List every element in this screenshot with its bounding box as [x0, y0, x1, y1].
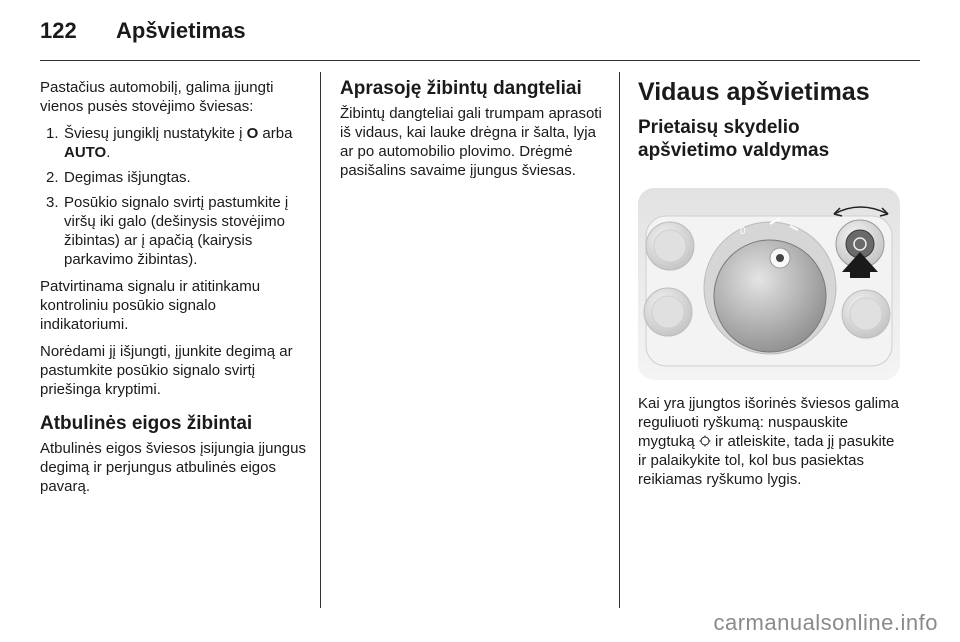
dashboard-lighting-heading: Prietaisų skydelio apšvietimo valdymas: [638, 117, 830, 161]
reverse-lights-paragraph: Atbulinės eigos šviesos įsijungia įjungus degimą ir perjungus atbulinės eigos pavarą.: [40, 440, 306, 495]
list-item: 2. Degimas išjungtas.: [46, 169, 191, 186]
interior-lighting-heading: Vidaus apšvietimas: [638, 78, 870, 106]
reverse-lights-heading: Atbulinės eigos žibintai: [40, 413, 253, 434]
confirmation-paragraph: Patvirtinama signalu ir atitinkamu kontroliniu posūkio signalo indikatoriumi.: [40, 278, 261, 333]
page-title: Apšvietimas: [116, 18, 246, 43]
light-switch-panel-illustration: [638, 186, 900, 382]
steps-list: [40, 124, 308, 269]
column-divider-2: [619, 72, 620, 608]
header-rule: [40, 60, 920, 61]
light-switch-panel-svg: [638, 186, 900, 382]
list-item: 3. Posūkio signalo svirtį pastumkite į viršų iki galo (dešinysis stovėjimo žibintas) ar į apačią (kairysis parkavimo žibintas).: [46, 194, 289, 268]
watermark: carmanualsonline.info: [713, 610, 938, 635]
brightness-dial-icon: [699, 435, 711, 447]
column-2: [340, 78, 608, 188]
fogged-covers-heading: Aprasoję žibintų dangteliai: [340, 78, 582, 99]
switch-off-paragraph: Norėdami jį išjungti, įjunkite degimą ar pastumkite posūkio signalo svirtį priešinga kryptimi.: [40, 343, 293, 398]
column-divider-1: [320, 72, 321, 608]
rear-fog-icon: [652, 296, 684, 328]
sun-icon: [776, 254, 784, 262]
intro-paragraph: Pastačius automobilį, galima įjungti vienos pusės stovėjimo šviesas:: [40, 79, 274, 115]
column-3: [638, 78, 904, 497]
column-1: [40, 78, 308, 504]
list-item: 1. Šviesų jungiklį nustatykite į O arba AUTO.: [46, 125, 293, 161]
headlight-range-icon: [850, 298, 882, 330]
brightness-paragraph: Kai yra įjungtos išorinės šviesos galima reguliuoti ryškumą: nuspauskite mygtuką ir atleiskite, tada jį pasukite ir palaikykite tol, kol bus pasiektas reikiamas ryškumo lygis.: [638, 395, 899, 488]
fogged-covers-paragraph: Žibintų dangteliai gali trumpam aprasoti iš vidaus, kai lauke drėgna ir šalta, lyja ar po automobilio plovimo. Drėgmė pasišalins savaime įjungus šviesas.: [340, 105, 602, 179]
front-fog-icon: [654, 230, 686, 262]
press-arrow-stem: [850, 272, 870, 278]
page-number: 122: [40, 18, 77, 43]
dial-mark-0: 0: [740, 226, 746, 237]
